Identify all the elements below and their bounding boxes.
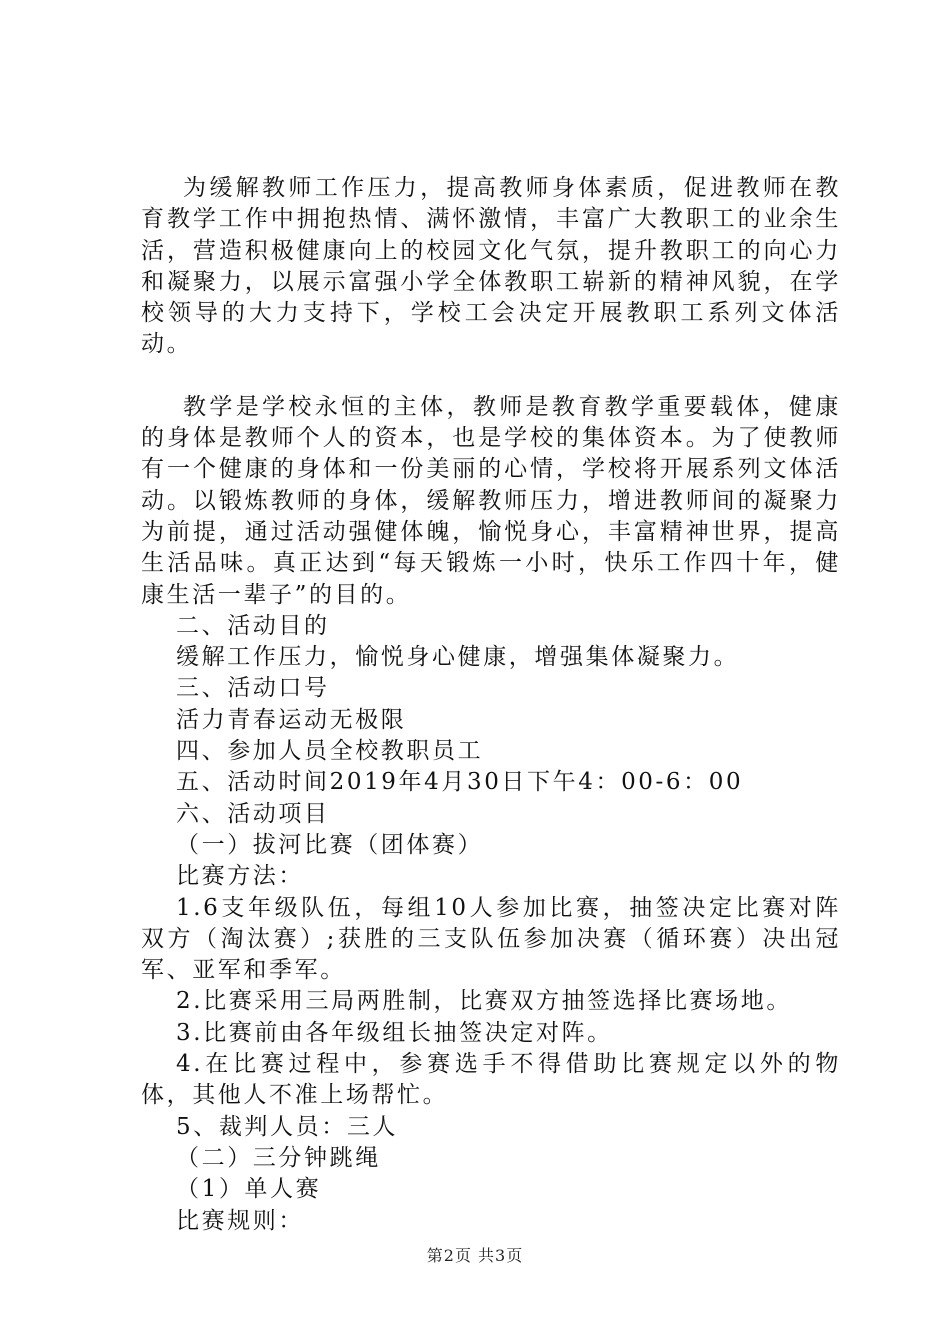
competition-method-label: 比赛方法： — [176, 863, 304, 890]
paragraph-spacer — [141, 361, 841, 392]
section-heading-purpose: 二、活动目的 — [176, 612, 330, 639]
rule-item: 2.比赛采用三局两胜制，比赛双方抽签选择比赛场地。 — [176, 988, 792, 1015]
purpose-text: 缓解工作压力，愉悦身心健康，增强集体凝聚力。 — [176, 644, 740, 671]
rule-item: 3.比赛前由各年级组长抽签决定对阵。 — [176, 1019, 613, 1046]
item-tug-of-war: （一）拔河比赛（团体赛） — [176, 831, 484, 858]
referee-line: 5、裁判人员：三人 — [176, 1113, 399, 1140]
document-body — [141, 173, 841, 1237]
section-time: 五、活动时间2019年4月30日下午4：00-6：00 — [176, 769, 744, 796]
rule-item: 1.6支年级队伍，每组10人参加比赛，抽签决定比赛对阵双方（淘汰赛）;获胜的三支队伍参加决赛（循环赛）决出冠军、亚军和季军。 — [141, 894, 841, 984]
section-participants: 四、参加人员全校教职员工 — [176, 738, 484, 765]
page-footer: 第2页 共3页 — [426, 1246, 524, 1265]
item-jump-rope: （二）三分钟跳绳 — [176, 1144, 381, 1171]
section-heading-items: 六、活动项目 — [176, 800, 330, 827]
intro-paragraph: 为缓解教师工作压力，提高教师身体素质，促进教师在教育教学工作中拥抱热情、满怀激情，丰富广大教职工的业余生活，营造积极健康向上的校园文化气氛，提升教职工的向心力和凝聚力，以展示富强小学全体教职工崭新的精神风貌，在学校领导的大力支持下，学校工会决定开展教职工系列文体活动。 — [141, 175, 841, 358]
slogan-text: 活力青春运动无极限 — [176, 706, 407, 733]
rule-item: 4.在比赛过程中，参赛选手不得借助比赛规定以外的物体，其他人不准上场帮忙。 — [141, 1051, 841, 1109]
competition-rules-label: 比赛规则： — [176, 1207, 304, 1234]
background-paragraph: 教学是学校永恒的主体，教师是教育教学重要载体，健康的身体是教师个人的资本，也是学校的集体资本。为了使教师有一个健康的身体和一份美丽的心情，学校将开展系列文体活动。以锻炼教师的身体，缓解教师压力，增进教师间的凝聚力为前提，通过活动强健体魄，愉悦身心，丰富精神世界，提高生活品味。真正达到“每天锻炼一小时，快乐工作四十年，健康生活一辈子”的目的。 — [141, 393, 841, 608]
section-heading-slogan: 三、活动口号 — [176, 675, 330, 702]
single-event-label: （1）单人赛 — [176, 1176, 322, 1203]
